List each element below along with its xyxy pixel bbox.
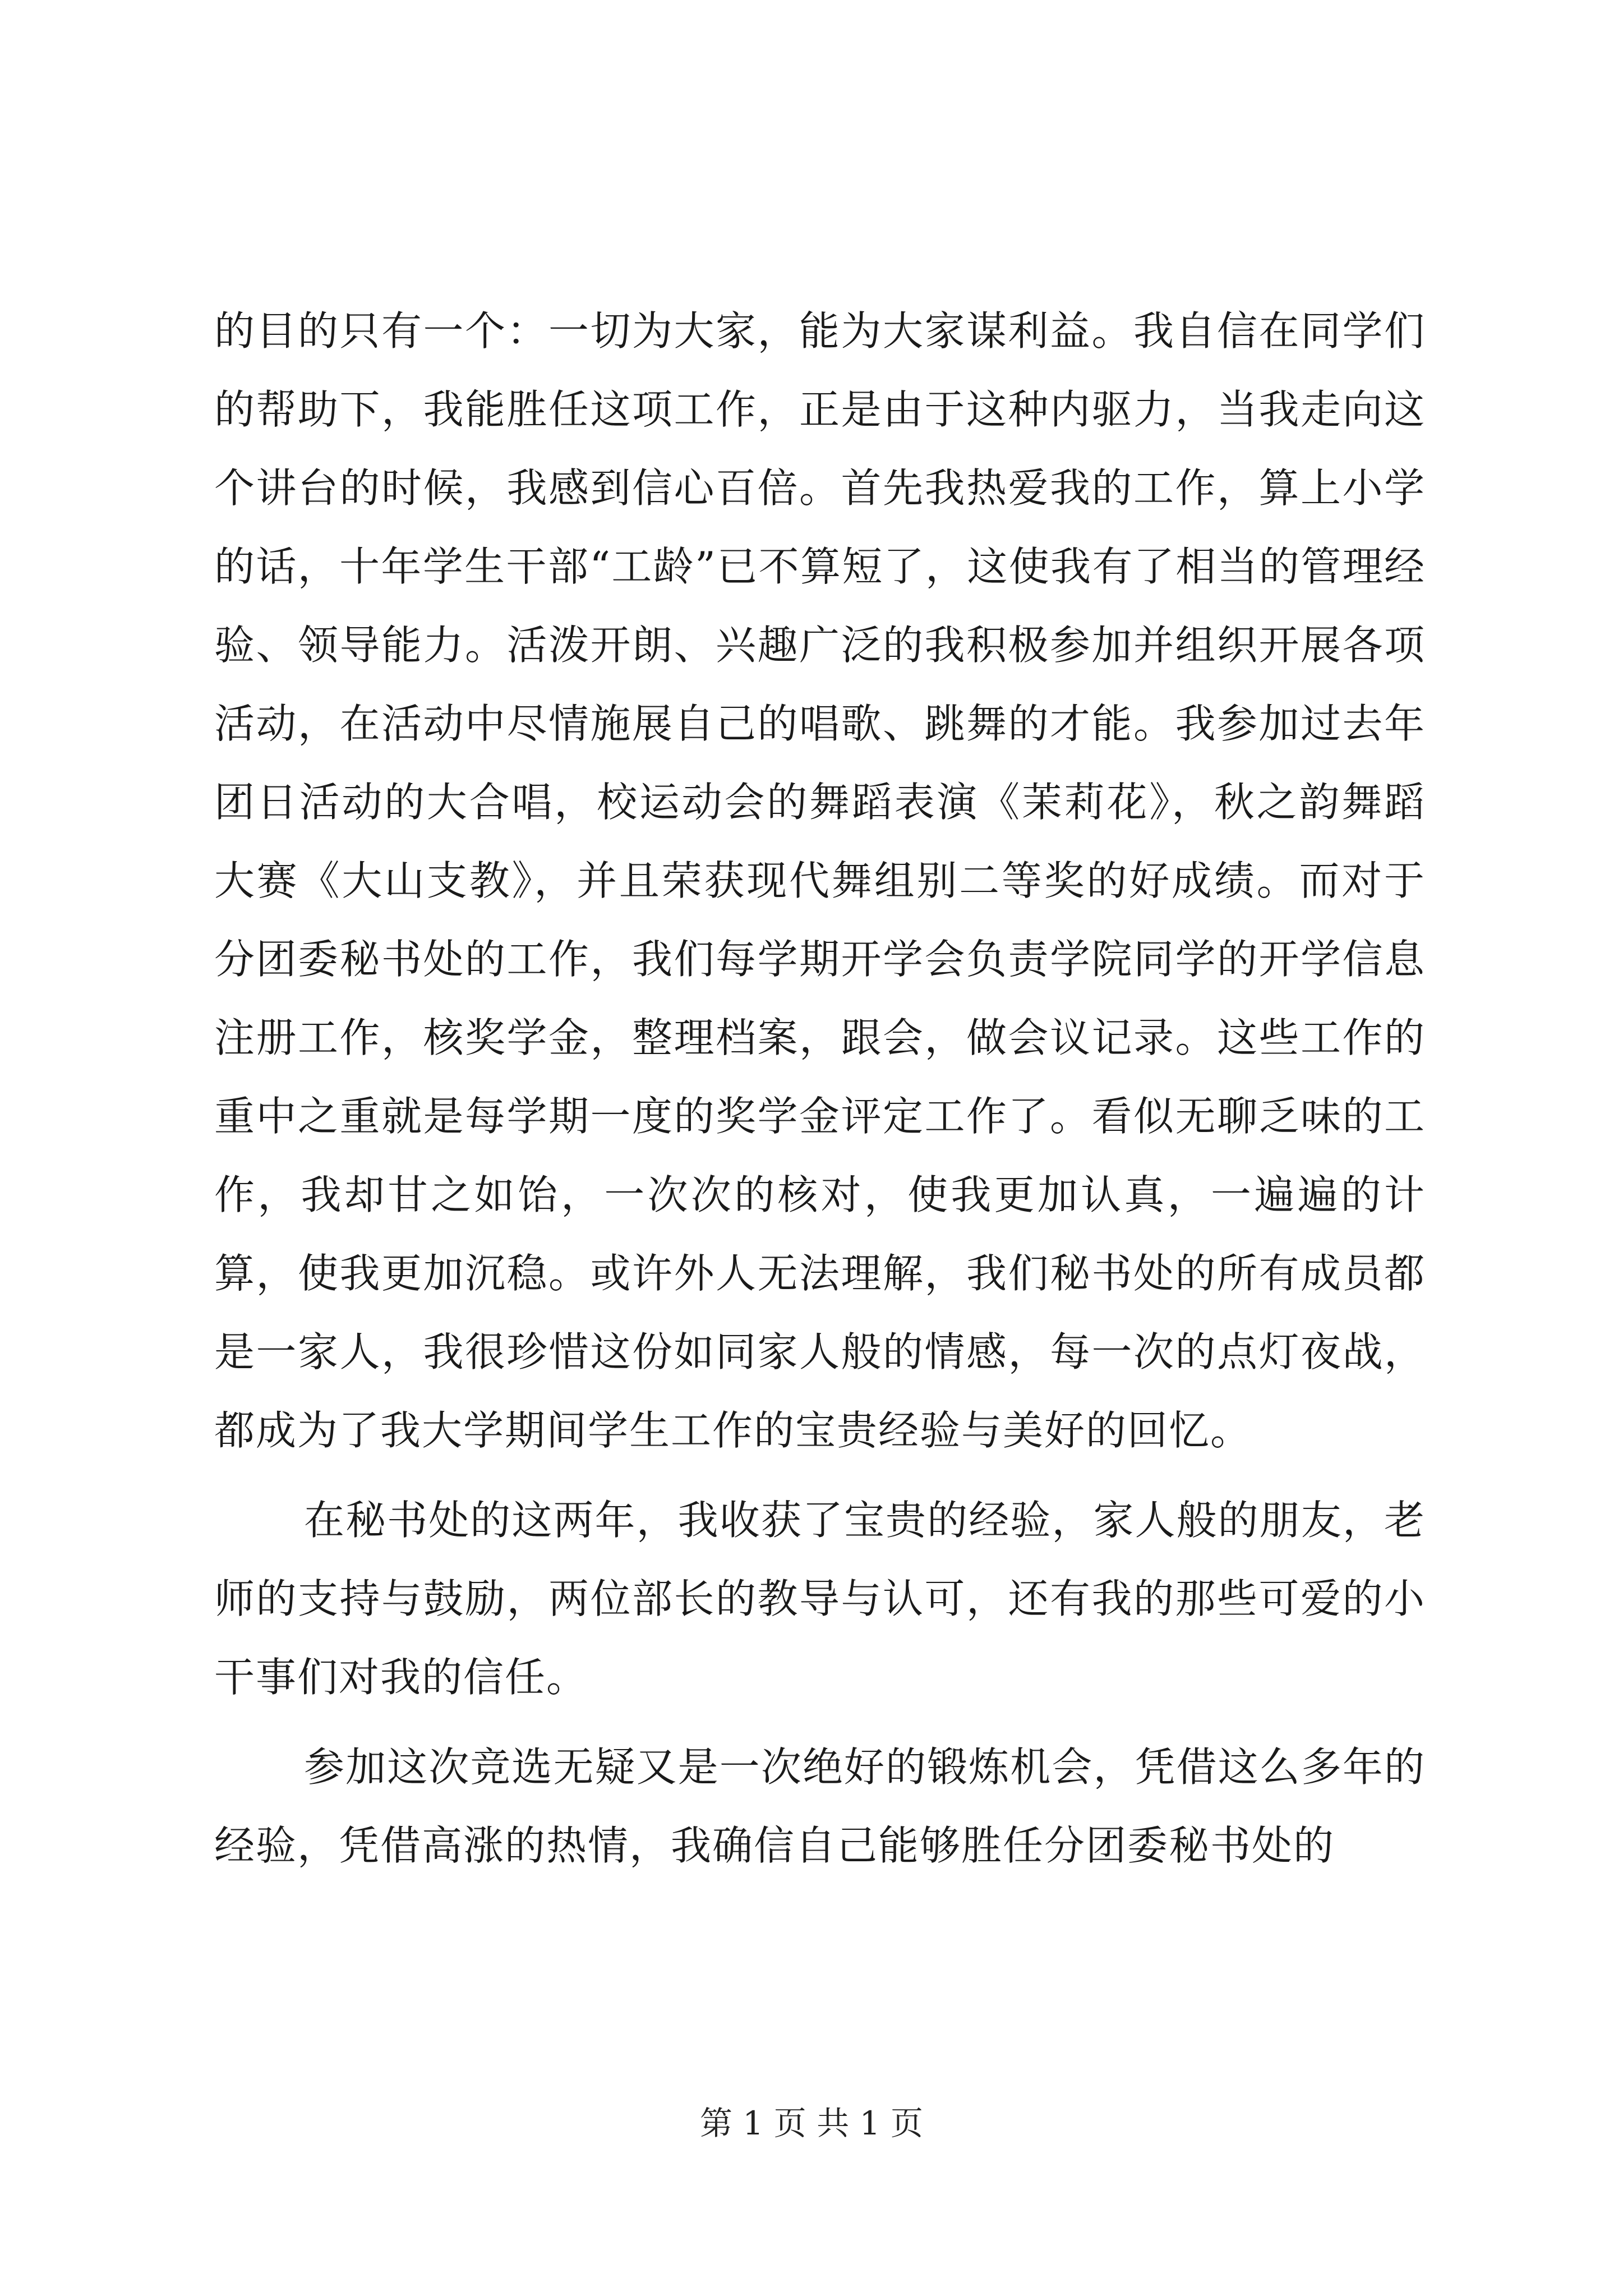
paragraph-1: 的目的只有一个：一切为大家，能为大家谋利益。我自信在同学们的帮助下，我能胜任这项工作，正是由于这种内驱力，当我走向这个讲台的时候，我感到信心百倍。首先我热爱我的工作，算上小学的话，十年学生干部“工龄”已不算短了，这使我有了相当的管理经验、领导能力。活泼开朗、兴趣广泛的我积极参加并组织开展各项活动，在活动中尽情施展自己的唱歌、跳舞的才能。我参加过去年团日活动的大合唱，校运动会的舞蹈表演《茉莉花》，秋之韵舞蹈大赛《大山支教》，并且荣获现代舞组别二等奖的好成绩。而对于分团委秘书处的工作，我们每学期开学会负责学院同学的开学信息注册工作，核奖学金，整理档案，跟会，做会议记录。这些工作的重中之重就是每学期一度的奖学金评定工作了。看似无聊乏味的工作，我却甘之如饴，一次次的核对，使我更加认真，一遍遍的计算，使我更加沉稳。或许外人无法理解，我们秘书处的所有成员都是一家人，我很珍惜这份如同家人般的情感，每一次的点灯夜战，都成为了我大学期间学生工作的宝贵经验与美好的回忆。 (214, 307, 1426, 1454)
paragraph-2: 在秘书处的这两年，我收获了宝贵的经验，家人般的朋友，老师的支持与鼓励，两位部长的教导与认可，还有我的那些可爱的小干事们对我的信任。 (214, 1497, 1426, 1701)
page-footer: 第 1 页 共 1 页 (700, 2104, 923, 2142)
paragraph-3: 参加这次竞选无疑又是一次绝好的锻炼机会，凭借这么多年的经验，凭借高涨的热情，我确信自己能够胜任分团委秘书处的 (214, 1743, 1426, 1869)
document-body (214, 292, 1426, 1885)
